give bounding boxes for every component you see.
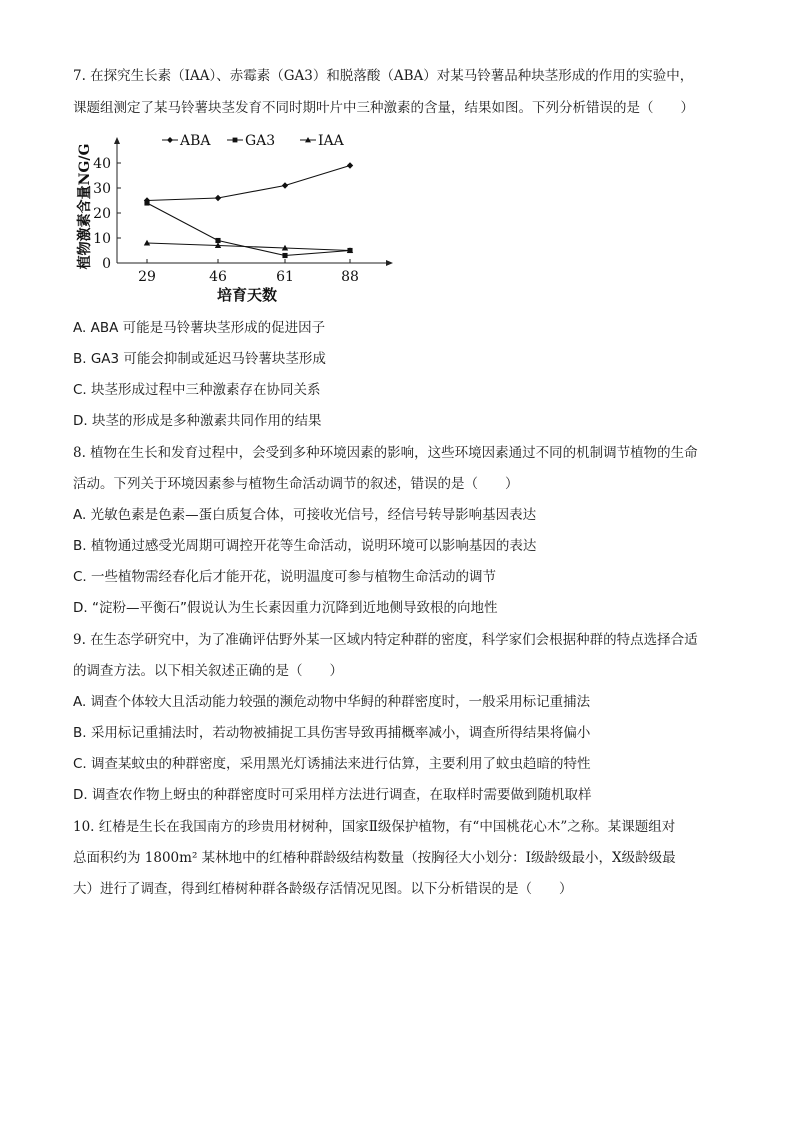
q9-option-c: C. 调查某蚊虫的种群密度，采用黑光灯诱捕法来进行估算，主要利用了蚊虫趋暗的特性	[73, 756, 591, 772]
x-tick-label: 29	[138, 269, 156, 285]
q10-stem-line-2: 总面积约为 1800m² 某林地中的红椿种群龄级结构数量（按胸径大小划分：Ⅰ级龄级最小，Ⅹ级龄级最	[73, 850, 676, 866]
q8-option-c: C. 一些植物需经春化后才能开花，说明温度可参与植物生命活动的调节	[73, 569, 497, 585]
q7-option-b: B. GA3 可能会抑制或延迟马铃薯块茎形成	[73, 351, 326, 367]
legend-marker-aba	[167, 137, 173, 143]
x-tick-label: 61	[276, 269, 294, 285]
x-axis-label: 培育天数	[216, 286, 278, 304]
data-point-ga3	[215, 238, 220, 243]
series-line-iaa	[147, 243, 350, 251]
q7-stem-line-2: 课题组测定了某马铃薯块茎发育不同时期叶片中三种激素的含量，结果如图。下列分析错误的是（ ）	[73, 100, 694, 116]
q7-option-c: C. 块茎形成过程中三种激素存在协同关系	[73, 382, 321, 398]
x-tick-label: 88	[341, 269, 359, 285]
q7-stem-line-1: 7. 在探究生长素（IAA）、赤霉素（GA3）和脱落酸（ABA）对某马铃薯品种块茎形成的作用的实验中，	[73, 68, 694, 84]
q9-stem-line-2: 的调查方法。以下相关叙述正确的是（ ）	[73, 663, 343, 679]
q10-stem-line-1: 10. 红椿是生长在我国南方的珍贵用材树种，国家Ⅱ级保护植物，有“中国桃花心木”之称。某课题组对	[73, 819, 676, 835]
q8-stem-line-1: 8. 植物在生长和发育过程中，会受到多种环境因素的影响，这些环境因素通过不同的机制调节植物的生命	[73, 445, 698, 461]
q10-stem-line-3: 大）进行了调查，得到红椿树种群各龄级存活情况见图。以下分析错误的是（ ）	[73, 881, 573, 897]
y-tick-label: 40	[93, 156, 111, 172]
q9-option-d: D. 调查农作物上蚜虫的种群密度时可采用样方法进行调查，在取样时需要做到随机取样	[73, 787, 592, 803]
y-tick-label: 10	[93, 231, 111, 247]
y-tick-label: 20	[93, 206, 111, 222]
x-tick-label: 46	[209, 269, 227, 285]
y-axis-arrow	[114, 137, 120, 144]
y-tick-label: 0	[102, 256, 111, 272]
q8-option-a: A. 光敏色素是色素—蛋白质复合体，可接收光信号，经信号转导影响基因表达	[73, 507, 537, 523]
legend-label-aba: ABA	[180, 133, 211, 149]
q9-stem-line-1: 9. 在生态学研究中，为了准确评估野外某一区域内特定种群的密度，科学家们会根据种群的特点选择合适	[73, 632, 698, 648]
hormone-line-chart	[70, 128, 410, 308]
data-point-aba	[282, 182, 288, 188]
data-point-ga3	[282, 253, 287, 258]
q8-option-b: B. 植物通过感受光周期可调控开花等生命活动，说明环境可以影响基因的表达	[73, 538, 537, 554]
q8-stem-line-2: 活动。下列关于环境因素参与植物生命活动调节的叙述，错误的是（ ）	[73, 476, 519, 492]
q8-option-d: D. “淀粉—平衡石”假说认为生长素因重力沉降到近地侧导致根的向地性	[73, 600, 498, 616]
series-line-ga3	[147, 203, 350, 256]
q7-option-a: A. ABA 可能是马铃薯块茎形成的促进因子	[73, 320, 326, 336]
data-point-aba	[215, 195, 221, 201]
legend-marker-ga3	[233, 138, 238, 143]
data-point-ga3	[144, 200, 149, 205]
legend-label-ga3: GA3	[245, 133, 276, 149]
x-axis-arrow	[386, 260, 393, 266]
y-axis-label: 植物激素含量NG/G	[77, 143, 93, 270]
data-point-aba	[347, 162, 353, 168]
q9-option-b: B. 采用标记重捕法时，若动物被捕捉工具伤害导致再捕概率减小，调查所得结果将偏小	[73, 725, 591, 741]
q7-option-d: D. 块茎的形成是多种激素共同作用的结果	[73, 413, 322, 429]
series-line-aba	[147, 166, 350, 201]
legend-label-iaa: IAA	[318, 133, 344, 149]
y-tick-label: 30	[93, 181, 111, 197]
q9-option-a: A. 调查个体较大且活动能力较强的濒危动物中华鲟的种群密度时，一般采用标记重捕法	[73, 694, 591, 710]
